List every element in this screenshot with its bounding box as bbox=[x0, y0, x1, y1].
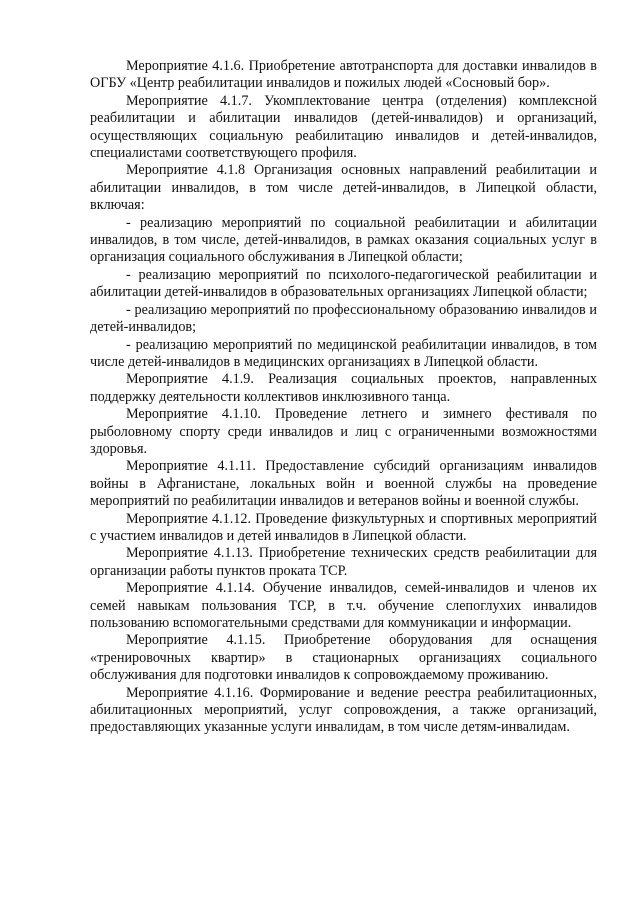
list-item-professional-education: - реализацию мероприятий по профессиональному образованию инвалидов и детей-инвалидов; bbox=[90, 301, 597, 336]
list-item-psycho-pedagogical: - реализацию мероприятий по психолого-педагогической реабилитации и абилитации детей-инвалидов в образовательных организациях Липецкой области; bbox=[90, 266, 597, 301]
paragraph-measure-4-1-14: Мероприятие 4.1.14. Обучение инвалидов, семей-инвалидов и членов их семей навыкам пользования ТСР, в т.ч. обучение слепоглухих инвалидов пользованию вспомогательными средствами для коммуникации и информации. bbox=[90, 580, 597, 631]
paragraph-measure-4-1-16: Мероприятие 4.1.16. Формирование и ведение реестра реабилитационных, абилитационных мероприятий, услуг сопровождения, а также организаций, предоставляющих указанные услуги инвалидам, в том числе детям-инвалидам. bbox=[90, 684, 597, 736]
paragraph-measure-4-1-8: Мероприятие 4.1.8 Организация основных направлений реабилитации и абилитации инвалидов, в том числе детей-инвалидов, в Липецкой области, включая: bbox=[90, 162, 597, 214]
paragraph-measure-4-1-9: Мероприятие 4.1.9. Реализация социальных проектов, направленных поддержку деятельности коллективов инклюзивного танца. bbox=[90, 371, 597, 405]
paragraph-measure-4-1-15: Мероприятие 4.1.15. Приобретение оборудования для оснащения «тренировочных квартир» в стационарных организациях социального обслуживания для подготовки инвалидов к сопровождаемому проживанию. bbox=[90, 632, 597, 684]
paragraph-measure-4-1-7: Мероприятие 4.1.7. Укомплектование центра (отделения) комплексной реабилитации и абилитации инвалидов (детей-инвалидов) и организаций, осуществляющих социальную реабилитацию инвалидов и детей-инвалидов, специалистами соответствующего профиля. bbox=[90, 92, 597, 162]
document-page bbox=[90, 58, 597, 737]
paragraph-measure-4-1-12: Мероприятие 4.1.12. Проведение физкультурных и спортивных мероприятий с участием инвалидов и детей инвалидов в Липецкой области. bbox=[90, 510, 597, 544]
paragraph-measure-4-1-13: Мероприятие 4.1.13. Приобретение технических средств реабилитации для организации работы пунктов проката ТСР. bbox=[90, 545, 597, 579]
list-item-medical-rehabilitation: - реализацию мероприятий по медицинской реабилитации инвалидов, в том числе детей-инвалидов в медицинских организациях в Липецкой области. bbox=[90, 336, 597, 370]
paragraph-measure-4-1-6: Мероприятие 4.1.6. Приобретение автотранспорта для доставки инвалидов в ОГБУ «Центр реабилитации инвалидов и пожилых людей «Сосновый бор». bbox=[90, 58, 597, 92]
paragraph-measure-4-1-10: Мероприятие 4.1.10. Проведение летнего и зимнего фестиваля по рыболовному спорту среди инвалидов и лиц с ограниченными возможностями здоровья. bbox=[90, 406, 597, 457]
paragraph-measure-4-1-11: Мероприятие 4.1.11. Предоставление субсидий организациям инвалидов войны в Афганистане, локальных войн и военной службы на проведение мероприятий по реабилитации инвалидов и ветеранов войны и военной службы. bbox=[90, 458, 597, 510]
list-item-social-rehabilitation: - реализацию мероприятий по социальной реабилитации и абилитации инвалидов, в том числе, детей-инвалидов, в рамках оказания социальных услуг в организация социального обслуживания в Липецкой области; bbox=[90, 214, 597, 266]
